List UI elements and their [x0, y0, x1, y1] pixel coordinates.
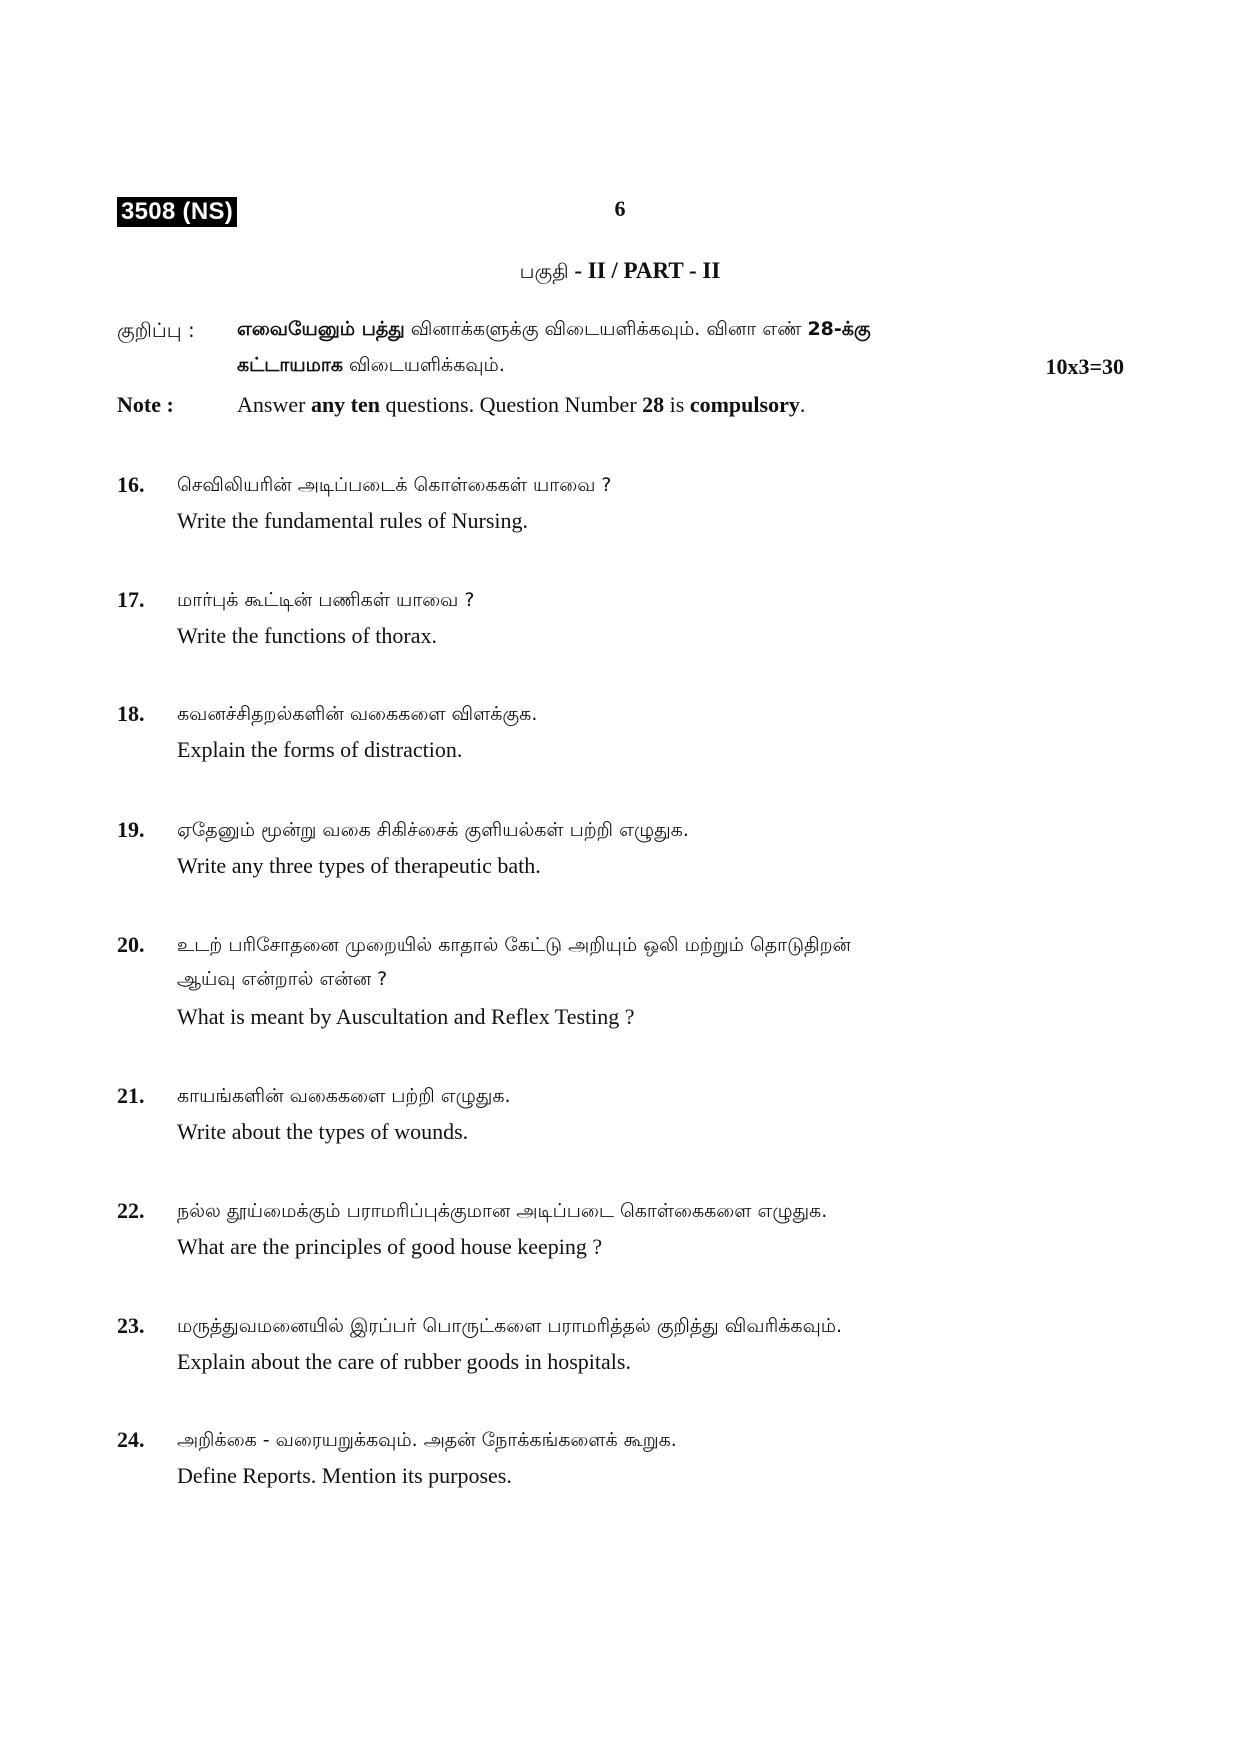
- part-heading: [300, 258, 940, 286]
- note-english-text: [237, 392, 805, 418]
- note-tamil-label: குறிப்பு :: [117, 318, 195, 342]
- note-en-text-2: questions. Question Number: [380, 392, 643, 417]
- question-number: 20.: [117, 932, 145, 957]
- note-en-text-4: .: [799, 392, 806, 417]
- page-number: 6: [614, 196, 626, 221]
- question-tamil-continued: ஆய்வு என்றால் என்ன ?: [177, 968, 388, 990]
- marks-allocation: 10x3=30: [1045, 354, 1124, 379]
- paper-code-badge: 3508 (NS): [117, 197, 237, 227]
- question-number: 19.: [117, 817, 145, 842]
- note-tamil-any-ten: எவையேனும் பத்து: [237, 318, 405, 340]
- question-english: Define Reports. Mention its purposes.: [177, 1463, 512, 1488]
- note-tamil-line-1: [237, 318, 1067, 343]
- question-number: 22.: [117, 1198, 145, 1223]
- question-english: Explain about the care of rubber goods in hospitals.: [177, 1349, 631, 1374]
- question-tamil: செவிலியரின் அடிப்படைக் கொள்கைகள் யாவை ?: [177, 474, 612, 496]
- question-number: 21.: [117, 1083, 145, 1108]
- question-english: Write any three types of therapeutic bath.: [177, 853, 541, 878]
- question-english: Write the fundamental rules of Nursing.: [177, 508, 529, 533]
- note-english-label: Note :: [117, 392, 174, 417]
- note-tamil-line-2: [237, 354, 505, 379]
- question-number: 23.: [117, 1313, 145, 1338]
- question-tamil: காயங்களின் வகைகளை பற்றி எழுதுக.: [177, 1085, 511, 1107]
- note-en-compulsory: compulsory: [689, 392, 800, 417]
- question-english: Explain the forms of distraction.: [177, 737, 463, 762]
- note-tamil-compulsory: கட்டாயமாக: [237, 354, 343, 376]
- note-en-text-1: Answer: [237, 392, 311, 417]
- note-en-text-3: is: [664, 392, 690, 417]
- question-tamil: மருத்துவமனையில் இரப்பர் பொருட்களை பராமரித்தல் குறித்து விவரிக்கவும்.: [177, 1315, 843, 1337]
- question-english: What is meant by Auscultation and Reflex Testing ?: [177, 1004, 635, 1029]
- question-english: Write about the types of wounds.: [177, 1119, 469, 1144]
- note-tamil-text-1: வினாக்களுக்கு விடையளிக்கவும். வினா எண்: [404, 318, 808, 340]
- part-heading-tamil: பகுதி: [519, 259, 569, 283]
- question-tamil: கவனச்சிதறல்களின் வகைகளை விளக்குக.: [177, 703, 538, 725]
- note-tamil-q28: 28-க்கு: [807, 318, 871, 340]
- question-tamil: மார்புக் கூட்டின் பணிகள் யாவை ?: [177, 589, 475, 611]
- question-tamil: ஏதேனும் மூன்று வகை சிகிச்சைக் குளியல்கள் பற்றி எழுதுக.: [177, 819, 689, 841]
- question-number: 24.: [117, 1427, 145, 1452]
- question-tamil: உடற் பரிசோதனை முறையில் காதால் கேட்டு அறியும் ஒலி மற்றும் தொடுதிறன்: [177, 934, 851, 956]
- part-heading-english: - II / PART - II: [574, 258, 721, 283]
- question-number: 18.: [117, 701, 145, 726]
- question-number: 16.: [117, 472, 145, 497]
- question-tamil: அறிக்கை - வரையறுக்கவும். அதன் நோக்கங்களைக் கூறுக.: [177, 1429, 677, 1451]
- note-en-q28: 28: [642, 392, 665, 417]
- question-english: Write the functions of thorax.: [177, 623, 437, 648]
- question-number: 17.: [117, 587, 145, 612]
- note-en-any-ten: any ten: [310, 392, 380, 417]
- note-tamil-text-2: விடையளிக்கவும்.: [342, 354, 505, 376]
- question-tamil: நல்ல தூய்மைக்கும் பராமரிப்புக்குமான அடிப்படை கொள்கைகளை எழுதுக.: [177, 1200, 828, 1222]
- question-english: What are the principles of good house keeping ?: [177, 1234, 603, 1259]
